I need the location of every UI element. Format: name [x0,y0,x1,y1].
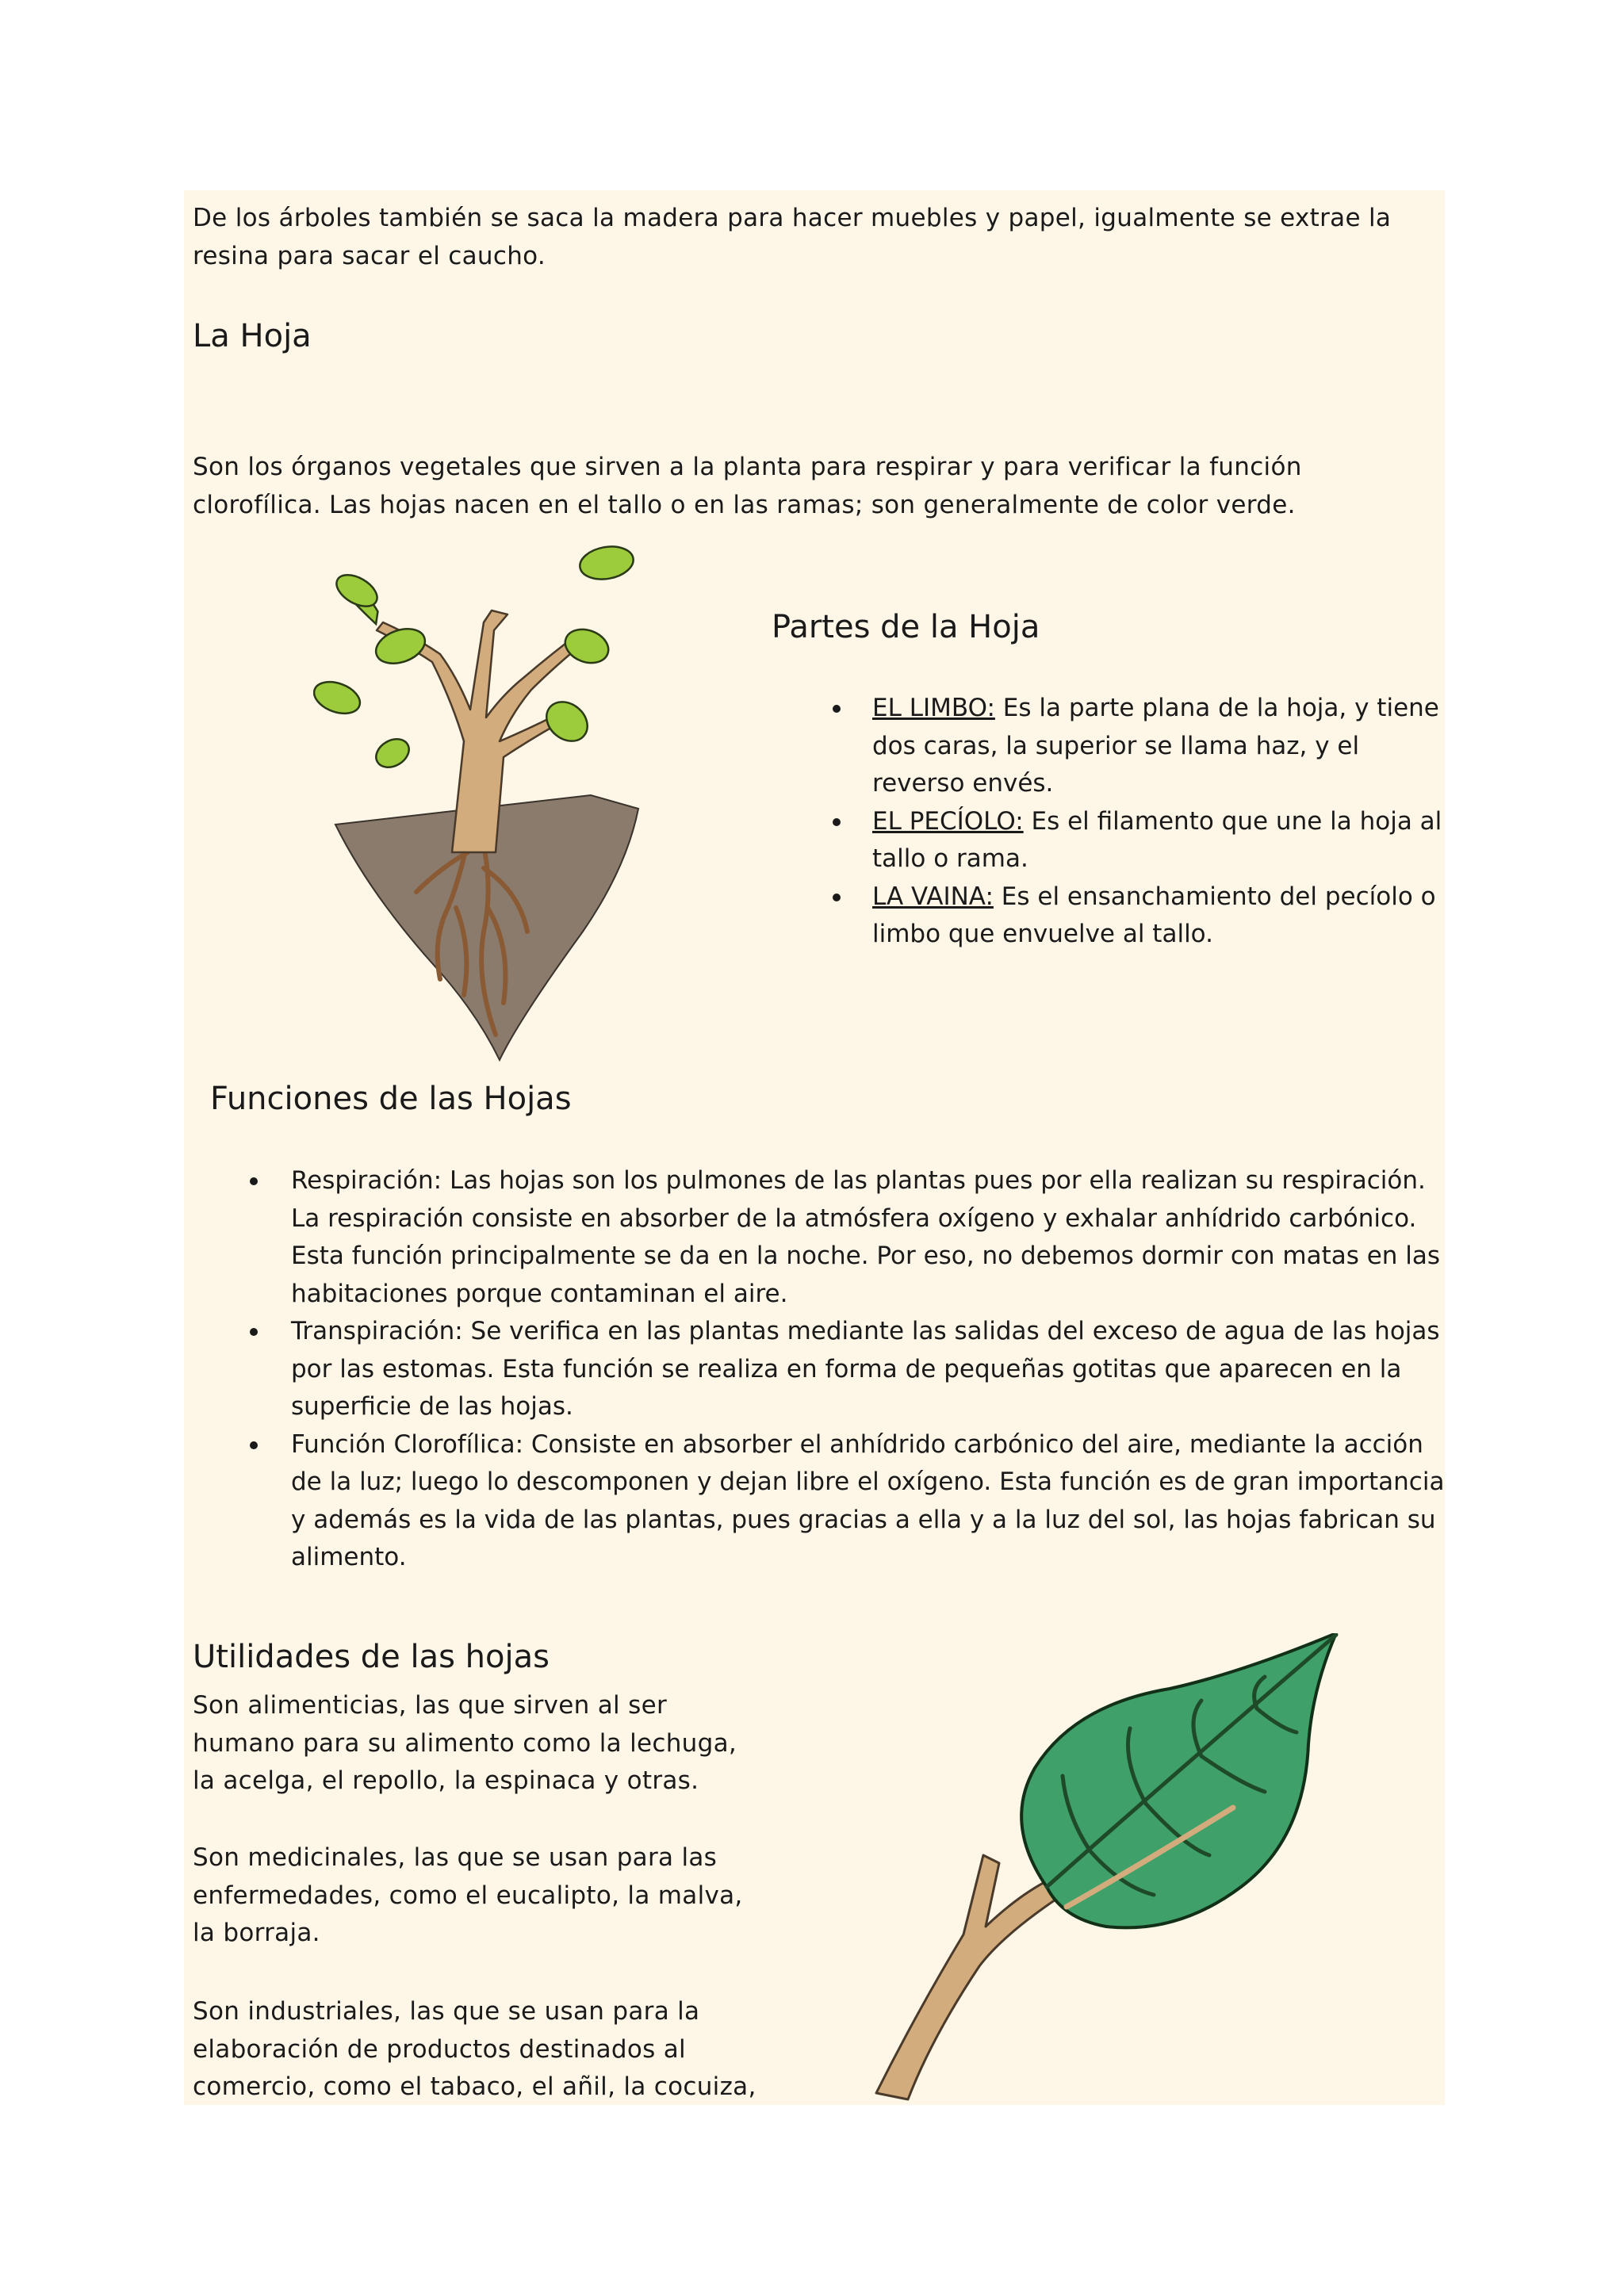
utilidades-alimenticias: Son alimenticias, las que sirven al ser humano para su alimento como la lechuga, la acelga, el repollo, la espinaca y otras. [193,1691,737,1795]
funcion-respiracion: Respiración: Las hojas son los pulmones de las plantas pues por ella realizan su respiración. La respiración consiste en absorber de la atmósfera oxígeno y exhalar anhídrido carbónico. Esta función principalmente se da en la noche. Por eso, no debemos dormir con matas en las habitaciones porque contaminan el aire. [291,1162,1449,1313]
utilidades-industriales: Son industriales, las que se usan para la elaboración de productos destinados al comercio, como el tabaco, el añil, la cocuiza, [193,1997,756,2101]
funcion-clorofilica: Función Clorofílica: Consiste en absorber el anhídrido carbónico del aire, mediante la acción de la luz; luego lo descomponen y dejan libre el oxígeno. Esta función es de gran importancia y además es la vida de las plantas, pues gracias a ella y a la luz del sol, las hojas fabrican su alimento. [291,1426,1449,1577]
peciolo-term: EL PECÍOLO: [872,806,1024,836]
limbo-term: EL LIMBO: [872,694,995,722]
vaina-desc: Es el ensanchamiento del pecíolo o limbo que envuelve al tallo. [872,882,1436,948]
funcion-transpiracion: Transpiración: Se verifica en las plantas mediante las salidas del exceso de agua de las hojas por las estomas. Esta función se realiza en forma de pequeñas gotitas que aparecen en la superficie de las hojas. [291,1313,1449,1426]
utilidades-medicinales: Son medicinales, las que se usan para las enfermedades, como el eucalipto, la malva, la borraja. [193,1843,743,1947]
partes-heading: Partes de la Hoja [772,609,1040,645]
plant-illustration [313,535,662,1062]
funciones-list [291,1162,1449,1577]
utilidades-heading: Utilidades de las hojas [193,1639,550,1675]
partes-item-limbo [872,690,1443,803]
la-hoja-paragraph: Son los órganos vegetales que sirven a la planta para respirar y para verificar la función clorofílica. Las hojas nacen en el tallo o en las ramas; son generalmente de color verde. [193,453,1302,519]
vaina-term: LA VAINA: [872,882,994,911]
leaf-illustration [868,1633,1344,2101]
partes-item-vaina [872,878,1443,954]
partes-item-peciolo [872,803,1443,878]
peciolo-desc: Es el filamento que une la hoja al tallo o rama. [872,806,1442,873]
twig [876,1855,1063,2099]
la-hoja-heading: La Hoja [193,318,312,354]
funciones-heading: Funciones de las Hojas [210,1081,572,1117]
limbo-desc: Es la parte plana de la hoja, y tiene dos caras, la superior se llama haz, y el reverso envés. [872,694,1439,798]
intro-paragraph: De los árboles también se saca la madera para hacer muebles y papel, igualmente se extrae la resina para sacar el caucho. [193,204,1392,270]
partes-list [872,690,1443,954]
